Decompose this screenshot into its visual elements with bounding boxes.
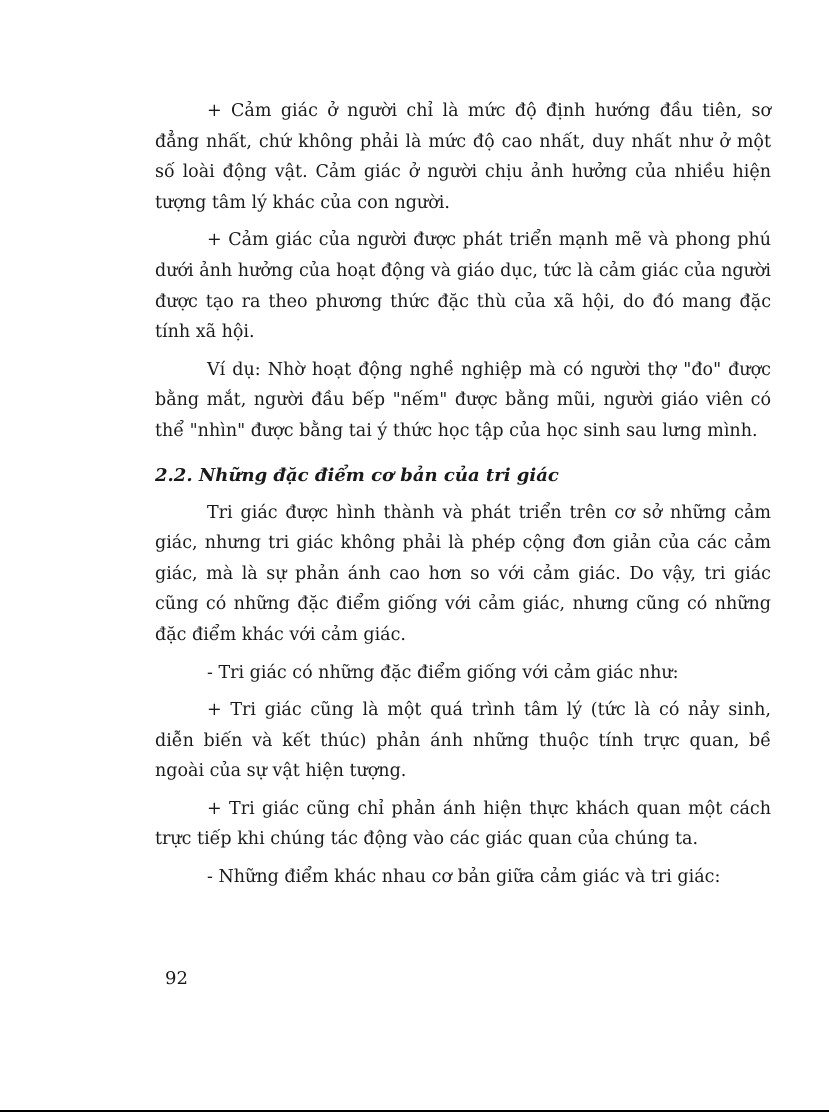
paragraph-sensation-basic: + Cảm giác ở người chỉ là mức độ định hướng đầu tiên, sơ đẳng nhất, chứ không phải là mức độ cao nhất, duy nhất như ở một số loài động vật. Cảm giác ở người chịu ảnh hưởng của nhiều hiện tượng tâm lý khác của con người. [155,101,771,213]
paragraph-sensation-social: + Cảm giác của người được phát triển mạnh mẽ và phong phú dưới ảnh hưởng của hoạt động và giáo dục, tức là cảm giác của người được tạo ra theo phương thức đặc thù của xã hội, do đó mang đặc tính xã hội. [155,230,771,343]
bottom-divider [0,1110,829,1112]
page-body [155,96,771,900]
paragraph-perception-intro: Tri giác được hình thành và phát triển trên cơ sở những cảm giác, nhưng tri giác không phải là phép cộng đơn giản của các cảm giác, mà là sự phản ánh cao hơn so với cảm giác. Do vậy, tri giác cũng có những đặc điểm giống với cảm giác, nhưng cũng có những đặc điểm khác với cảm giác. [155,502,771,645]
paragraph-similarity-2: + Tri giác cũng chỉ phản ánh hiện thực khách quan một cách trực tiếp khi chúng tác động vào các giác quan của chúng ta. [155,798,771,850]
paragraph-similarities-lead: - Tri giác có những đặc điểm giống với cảm giác như: [207,662,679,683]
paragraph-example: Ví dụ: Nhờ hoạt động nghề nghiệp mà có người thợ "đo" được bằng mắt, người đầu bếp "nếm" được bằng mũi, người giáo viên có thể "nhìn" được bằng tai ý thức học tập của học sinh sau lưng mình. [155,359,771,441]
paragraph-differences-lead: - Những điểm khác nhau cơ bản giữa cảm giác và tri giác: [207,867,721,888]
page-number: 92 [165,968,188,989]
paragraph-similarity-1: + Tri giác cũng là một quá trình tâm lý (tức là có nảy sinh, diễn biến và kết thúc) phản ánh những thuộc tính trực quan, bề ngoài của sự vật hiện tượng. [155,700,771,782]
section-heading: 2.2. Những đặc điểm cơ bản của tri giác [155,464,559,486]
